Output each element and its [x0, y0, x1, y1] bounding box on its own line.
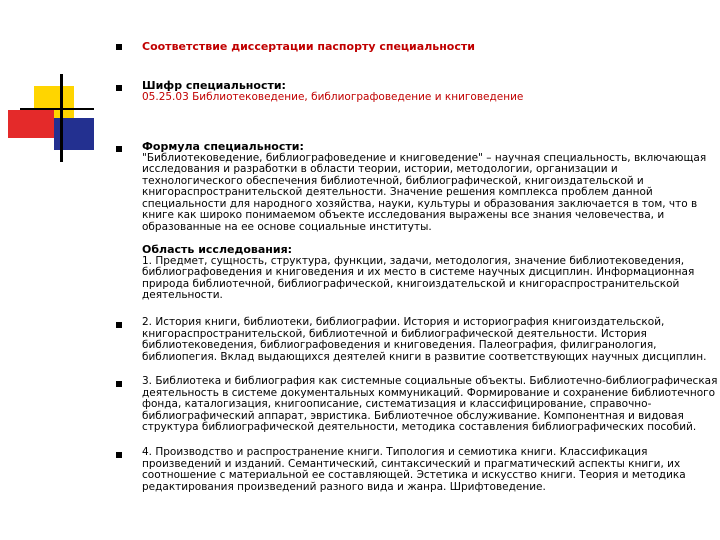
formula-text-line: "Библиотековедение, библиографоведение и книговедение" – научная специальность, включающая [142, 151, 707, 164]
research-item-2 [142, 317, 716, 363]
bullet-icon [116, 146, 122, 152]
shifr-label: Шифр специальности: [142, 79, 286, 92]
formula-text-line: книге как широко понимаемом объекте исследования выражены все знания человечества, и [142, 209, 665, 221]
research-item-line: книгораспространительской, библиотечной и библиографической деятельности. История [142, 327, 647, 340]
research-item-line: 3. Библиотека и библиография как системные социальные объекты. Библиотечно-библиографическая [142, 375, 718, 387]
research-item-line: библиографоведения и книговедения и их место в системе научных дисциплин. Информационная [142, 266, 695, 278]
research-item-line: произведений и изданий. Семантический, синтаксический и прагматический аспекты книги, их [142, 457, 681, 470]
research-item-line: 2. История книги, библиотеки, библиографии. История и историография книгоиздательской, [142, 316, 665, 328]
research-item-line: фонда, каталогизация, книгоописание, систематизация и классифицирование, справочно- [142, 398, 652, 410]
page-title: Соответствие диссертации паспорту специальности [142, 40, 475, 53]
research-item-line: соотношение с материальной ее составляющей. Эстетика и искусство книги. Теория и методика [142, 469, 686, 481]
formula-section [142, 141, 716, 233]
decor-horizontal-line [20, 108, 94, 110]
bullet-icon [116, 85, 122, 91]
research-item-line: 1. Предмет, сущность, структура, функции, задачи, методология, значение библиотековедения, [142, 254, 685, 267]
shifr-section [142, 80, 716, 103]
formula-label: Формула специальности: [142, 140, 304, 153]
research-item-line: 4. Производство и распространение книги. Типология и семиотика книги. Классификация [142, 446, 648, 458]
research-area-label: Область исследования: [142, 243, 293, 256]
research-item-line: природа библиотечной, библиографической, книгоиздательской и книгораспространительской [142, 277, 680, 290]
research-item-3 [142, 376, 716, 434]
research-item-line: библиопегия. Вклад выдающихся деятелей книги в развитие соответствующих научных дисциплин. [142, 350, 707, 363]
bullet-icon [116, 452, 122, 458]
bullet-icon [116, 322, 122, 328]
research-item-line: библиографический аппарат, эвристика. Библиотечное обслуживание. Компонентная и видовая [142, 409, 684, 422]
research-area-section [142, 244, 716, 302]
formula-text-line: исследования и разработки в области теории, истории, методологии, организации и [142, 163, 618, 175]
formula-text-line: образованные на ее основе социальные институты. [142, 220, 432, 233]
decor-red-rectangle [8, 110, 54, 138]
research-item-4 [142, 447, 716, 493]
bullet-icon [116, 44, 122, 50]
formula-text-line: специальности для народного хозяйства, науки, культуры и образования заключается в том, что в [142, 197, 698, 210]
research-item-line: библиотековедения, библиографоведения и книговедения. Палеография, филигранология, [142, 339, 657, 351]
formula-text-line: технологического обеспечения библиотечной, библиографической, книгоиздательской и [142, 174, 644, 187]
bullet-icon [116, 381, 122, 387]
formula-text-line: книгораспространительской деятельности. Значение решения комплекса проблем данной [142, 186, 653, 198]
decor-vertical-line [60, 74, 63, 162]
research-item-line: деятельность в системе документальных коммуникаций. Формирование и сохранение библиотечного [142, 386, 716, 399]
shifr-value: 05.25.03 Библиотековедение, библиографоведение и книговедение [142, 90, 524, 103]
research-item-line: редактирования произведений разного вида и жанра. Шрифтоведение. [142, 480, 546, 493]
research-item-line: структура библиографической деятельности, методика составления библиографических пособий. [142, 421, 697, 433]
research-item-line: деятельности. [142, 289, 223, 301]
